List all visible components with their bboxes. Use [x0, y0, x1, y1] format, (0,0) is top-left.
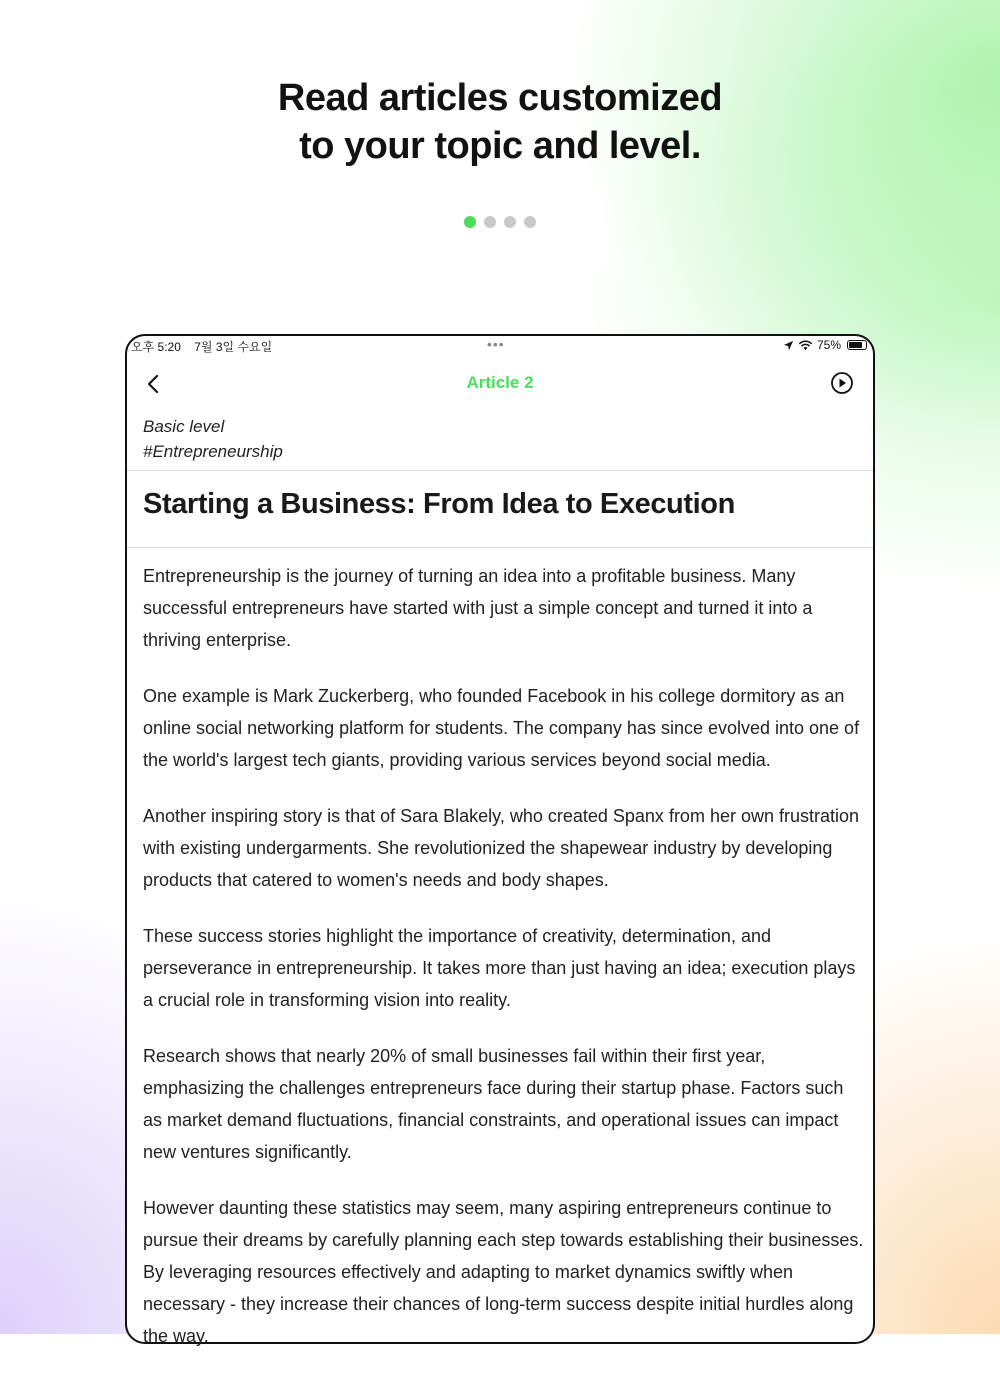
location-arrow-icon: [783, 340, 794, 351]
status-time: 오후 5:20: [131, 340, 181, 354]
article-paragraph: These success stories highlight the importance of creativity, determination, and perseverance in entrepreneurship. It takes more than just having an idea; execution plays a crucial role in transforming vision into reality.: [143, 926, 856, 1010]
nav-title: Article 2: [466, 373, 534, 392]
article-paragraph: Research shows that nearly 20% of small businesses fail within their first year, emphasizing the challenges entrepreneurs face during their startup phase. Factors such as market demand fluctuations, financial constraints, and operational issues can impact new ventures significantly.: [143, 1046, 844, 1162]
nav-bar: [127, 364, 873, 404]
article-paragraph: However daunting these statistics may seem, many aspiring entrepreneurs continue to pursue their dreams by carefully planning each step towards establishing their businesses. By leveraging resources effectively and adapting to market dynamics swiftly when necessary - they increase their chances of long-term success despite initial hurdles along the way.: [143, 1198, 864, 1346]
battery-percentage: 75%: [816, 338, 841, 352]
device-frame: [125, 334, 875, 1344]
battery-icon: [847, 340, 867, 350]
hero-headline: [0, 74, 1000, 170]
article-paragraph: One example is Mark Zuckerberg, who founded Facebook in his college dormitory as an online social networking platform for students. The company has since evolved into one of the world's largest tech giants, providing various services beyond social media.: [143, 686, 860, 770]
page-dot-1[interactable]: [464, 216, 476, 228]
page-indicator: [0, 216, 1000, 228]
article-body: [143, 560, 865, 1376]
level-label: Basic level: [143, 417, 225, 436]
article-title: Starting a Business: From Idea to Execution: [143, 488, 735, 520]
article-meta: [143, 414, 283, 464]
status-date: 7월 3일 수요일: [194, 340, 273, 354]
article-paragraph: Another inspiring story is that of Sara Blakely, who created Spanx from her own frustration with existing undergarments. She revolutionized the shapewear industry by developing products that catered to women's needs and body shapes.: [143, 806, 860, 890]
page-dot-3[interactable]: [504, 216, 516, 228]
page-dot-4[interactable]: [524, 216, 536, 228]
status-bar: [127, 336, 873, 356]
hero-line-1: Read articles customized: [277, 77, 723, 119]
play-circle-icon[interactable]: [829, 370, 855, 396]
divider-title: [127, 547, 873, 548]
page-dot-2[interactable]: [484, 216, 496, 228]
article-paragraph: Entrepreneurship is the journey of turning an idea into a profitable business. Many successful entrepreneurs have started with just a simple concept and turned it into a thriving enterprise.: [143, 566, 813, 650]
topic-tag[interactable]: #Entrepreneurship: [143, 442, 283, 461]
multitask-dots-icon[interactable]: •••: [487, 336, 505, 352]
hero-line-2: to your topic and level.: [299, 125, 701, 167]
wifi-icon: [798, 340, 813, 351]
divider-top: [127, 470, 873, 471]
